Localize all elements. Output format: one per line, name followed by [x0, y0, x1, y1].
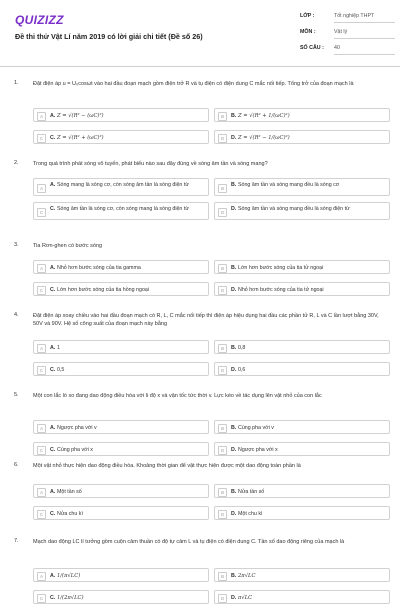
option-text: Z = √(R² − (ωC)²)	[57, 113, 104, 119]
option-marker: D	[218, 446, 227, 455]
option-c[interactable]	[33, 442, 209, 456]
option-letter: B.	[231, 425, 237, 431]
question-text: Trong quá trình phát sóng vô tuyến, phát biểu nào sau đây đúng về sóng âm tần và sóng mang?	[33, 161, 268, 167]
option-letter: C.	[50, 287, 56, 293]
option-letter: C.	[50, 511, 56, 517]
question-number: 3.	[14, 242, 19, 248]
option-b[interactable]	[214, 108, 390, 122]
option-marker: D	[218, 286, 227, 295]
option-letter: D.	[231, 595, 237, 601]
question-number: 6.	[14, 462, 19, 468]
option-text: π√LC	[238, 595, 253, 601]
question-text: Tia Rơn-ghen có bước sóng	[33, 243, 103, 249]
meta-value: 40	[334, 45, 395, 55]
option-letter: A.	[50, 573, 56, 579]
option-d[interactable]	[214, 282, 390, 296]
option-text: Z = √(R² − 1/(ωC)²)	[238, 135, 290, 141]
option-marker: D	[218, 366, 227, 375]
option-text: 0,6	[238, 367, 246, 373]
option-letter: D.	[231, 447, 237, 453]
option-marker: A	[37, 112, 46, 121]
option-letter: B.	[231, 265, 237, 271]
option-marker: C	[37, 594, 46, 603]
option-letter: D.	[231, 367, 237, 373]
option-marker: B	[218, 424, 227, 433]
option-letter: C.	[50, 447, 56, 453]
option-a[interactable]	[33, 260, 209, 274]
question-number: 5.	[14, 392, 19, 398]
option-b[interactable]	[214, 178, 390, 196]
option-letter: B.	[231, 345, 237, 351]
option-text: Nhỏ hơn bước sóng của tia tử ngoại	[238, 287, 324, 293]
option-c[interactable]	[33, 282, 209, 296]
option-c[interactable]	[33, 202, 209, 220]
option-marker: C	[37, 446, 46, 455]
option-c[interactable]	[33, 590, 209, 604]
option-letter: A.	[50, 265, 56, 271]
option-b[interactable]	[214, 420, 390, 434]
worksheet-title: Đề thi thử Vật Lí năm 2019 có lời giải chi tiết (Đề số 26)	[15, 32, 203, 41]
option-text: Ngược pha với x	[238, 447, 278, 453]
question-text: Đặt điện áp u = U₀cosωt vào hai đầu đoạn mạch gồm điện trở R và tụ điện có điện dung C mắc nối tiếp. Tổng trở của đoạn mạch là	[33, 81, 354, 87]
option-text: Một tần số	[57, 489, 82, 495]
option-marker: A	[37, 488, 46, 497]
option-letter: A.	[50, 182, 56, 188]
option-marker: A	[37, 184, 46, 193]
option-letter: A.	[50, 425, 56, 431]
option-c[interactable]	[33, 362, 209, 376]
option-marker: B	[218, 488, 227, 497]
option-c[interactable]	[33, 506, 209, 520]
meta-label: LỚP :	[300, 13, 315, 19]
option-text: Sóng âm tần và sóng mang đều là sóng cơ	[238, 182, 340, 188]
option-letter: B.	[231, 182, 237, 188]
option-letter: C.	[50, 206, 56, 212]
option-text: Sóng âm tần là sóng cơ, còn sóng mang là sóng điện từ	[57, 206, 189, 212]
option-a[interactable]	[33, 108, 209, 122]
option-d[interactable]	[214, 130, 390, 144]
quizizz-logo: QUIZIZZ	[15, 13, 64, 27]
option-text: Lớn hơn bước sóng của tia hồng ngoại	[57, 287, 150, 293]
option-marker: A	[37, 344, 46, 353]
option-marker: B	[218, 112, 227, 121]
meta-value: Tốt nghiệp THPT	[334, 13, 395, 23]
question-number: 2.	[14, 160, 19, 166]
meta-label: SỐ CÂU :	[300, 45, 324, 51]
option-marker: B	[218, 344, 227, 353]
option-marker: C	[37, 366, 46, 375]
option-letter: A.	[50, 345, 56, 351]
option-letter: D.	[231, 135, 237, 141]
option-d[interactable]	[214, 362, 390, 376]
option-text: 0,8	[238, 345, 246, 351]
option-letter: D.	[231, 511, 237, 517]
option-d[interactable]	[214, 442, 390, 456]
option-letter: D.	[231, 206, 237, 212]
option-marker: D	[218, 134, 227, 143]
option-a[interactable]	[33, 178, 209, 196]
option-b[interactable]	[214, 484, 390, 498]
option-letter: C.	[50, 595, 56, 601]
option-text: Nhỏ hơn bước sóng của tia gamma	[57, 265, 141, 271]
question-text: Đặt điện áp xoay chiều vào hai đầu đoạn mạch có R, L, C mắc nối tiếp thì điện áp hiệu dụng hai đầu các phần tử R, L và C lần lượt bằng 30V, 50V và 90V. Hệ số công suất của đoạn mạch này bằng	[33, 313, 379, 327]
option-marker: A	[37, 424, 46, 433]
option-letter: C.	[50, 135, 56, 141]
option-text: Sóng âm tần và sóng mang đều là sóng điện từ	[238, 206, 350, 212]
option-marker: D	[218, 208, 227, 217]
worksheet-meta	[300, 13, 395, 61]
option-b[interactable]	[214, 260, 390, 274]
option-d[interactable]	[214, 590, 390, 604]
option-c[interactable]	[33, 130, 209, 144]
option-text: 1/(2π√LC)	[57, 595, 84, 601]
question-text: Mạch dao động LC lí tưởng gồm cuộn cảm thuần có độ tự cảm L và tụ điện có điện dung C. Tần số dao động riêng của mạch là	[33, 539, 345, 545]
meta-label: MÔN :	[300, 29, 316, 35]
option-letter: A.	[50, 113, 56, 119]
option-text: Cùng pha với v	[238, 425, 274, 431]
option-text: 1/(π√LC)	[57, 573, 81, 579]
option-marker: A	[37, 572, 46, 581]
option-marker: C	[37, 208, 46, 217]
option-marker: D	[218, 510, 227, 519]
option-marker: B	[218, 572, 227, 581]
option-text: 0,5	[57, 367, 65, 373]
option-letter: B.	[231, 113, 237, 119]
option-marker: C	[37, 134, 46, 143]
question-text: Một con lắc lò xo đang dao động điều hòa với li độ x và vận tốc tức thời v. Lực kéo về tác dụng lên vật nhỏ của con lắc	[33, 393, 322, 399]
option-a[interactable]	[33, 484, 209, 498]
option-text: Một chu kì	[238, 511, 263, 517]
option-d[interactable]	[214, 506, 390, 520]
meta-row-class	[300, 13, 395, 29]
option-letter: B.	[231, 573, 237, 579]
option-marker: B	[218, 184, 227, 193]
option-letter: B.	[231, 489, 237, 495]
option-text: Ngược pha với v	[57, 425, 97, 431]
worksheet-header	[0, 0, 400, 67]
option-a[interactable]	[33, 420, 209, 434]
question-text: Một vật nhỏ thực hiện dao động điều hòa. Khoảng thời gian để vật thực hiện được một dao động toàn phần là	[33, 463, 301, 469]
option-marker: B	[218, 264, 227, 273]
option-text: Z = √(R² + 1/(ωC)²)	[238, 113, 290, 119]
option-text: Cùng pha với x	[57, 447, 93, 453]
option-marker: C	[37, 510, 46, 519]
meta-row-count	[300, 45, 395, 61]
option-text: Nửa chu kì	[57, 511, 83, 517]
option-b[interactable]	[214, 340, 390, 354]
option-text: 1	[57, 345, 60, 351]
option-marker: A	[37, 264, 46, 273]
question-number: 1.	[14, 80, 19, 86]
option-marker: C	[37, 286, 46, 295]
option-letter: A.	[50, 489, 56, 495]
option-letter: C.	[50, 367, 56, 373]
option-text: Z = √(R² + (ωC)²)	[57, 135, 104, 141]
meta-value: Vật lý	[334, 29, 395, 39]
option-letter: D.	[231, 287, 237, 293]
question-number: 7.	[14, 538, 19, 544]
option-b[interactable]	[214, 568, 390, 582]
question-number: 4.	[14, 312, 19, 318]
option-a[interactable]	[33, 568, 209, 582]
option-a[interactable]	[33, 340, 209, 354]
option-marker: D	[218, 594, 227, 603]
option-text: Lớn hơn bước sóng của tia tử ngoại	[238, 265, 324, 271]
meta-row-subject	[300, 29, 395, 45]
option-text: Nửa tần số	[238, 489, 265, 495]
option-d[interactable]	[214, 202, 390, 220]
option-text: 2π√LC	[238, 573, 256, 579]
option-text: Sóng mang là sóng cơ, còn sóng âm tần là sóng điện từ	[57, 182, 189, 188]
